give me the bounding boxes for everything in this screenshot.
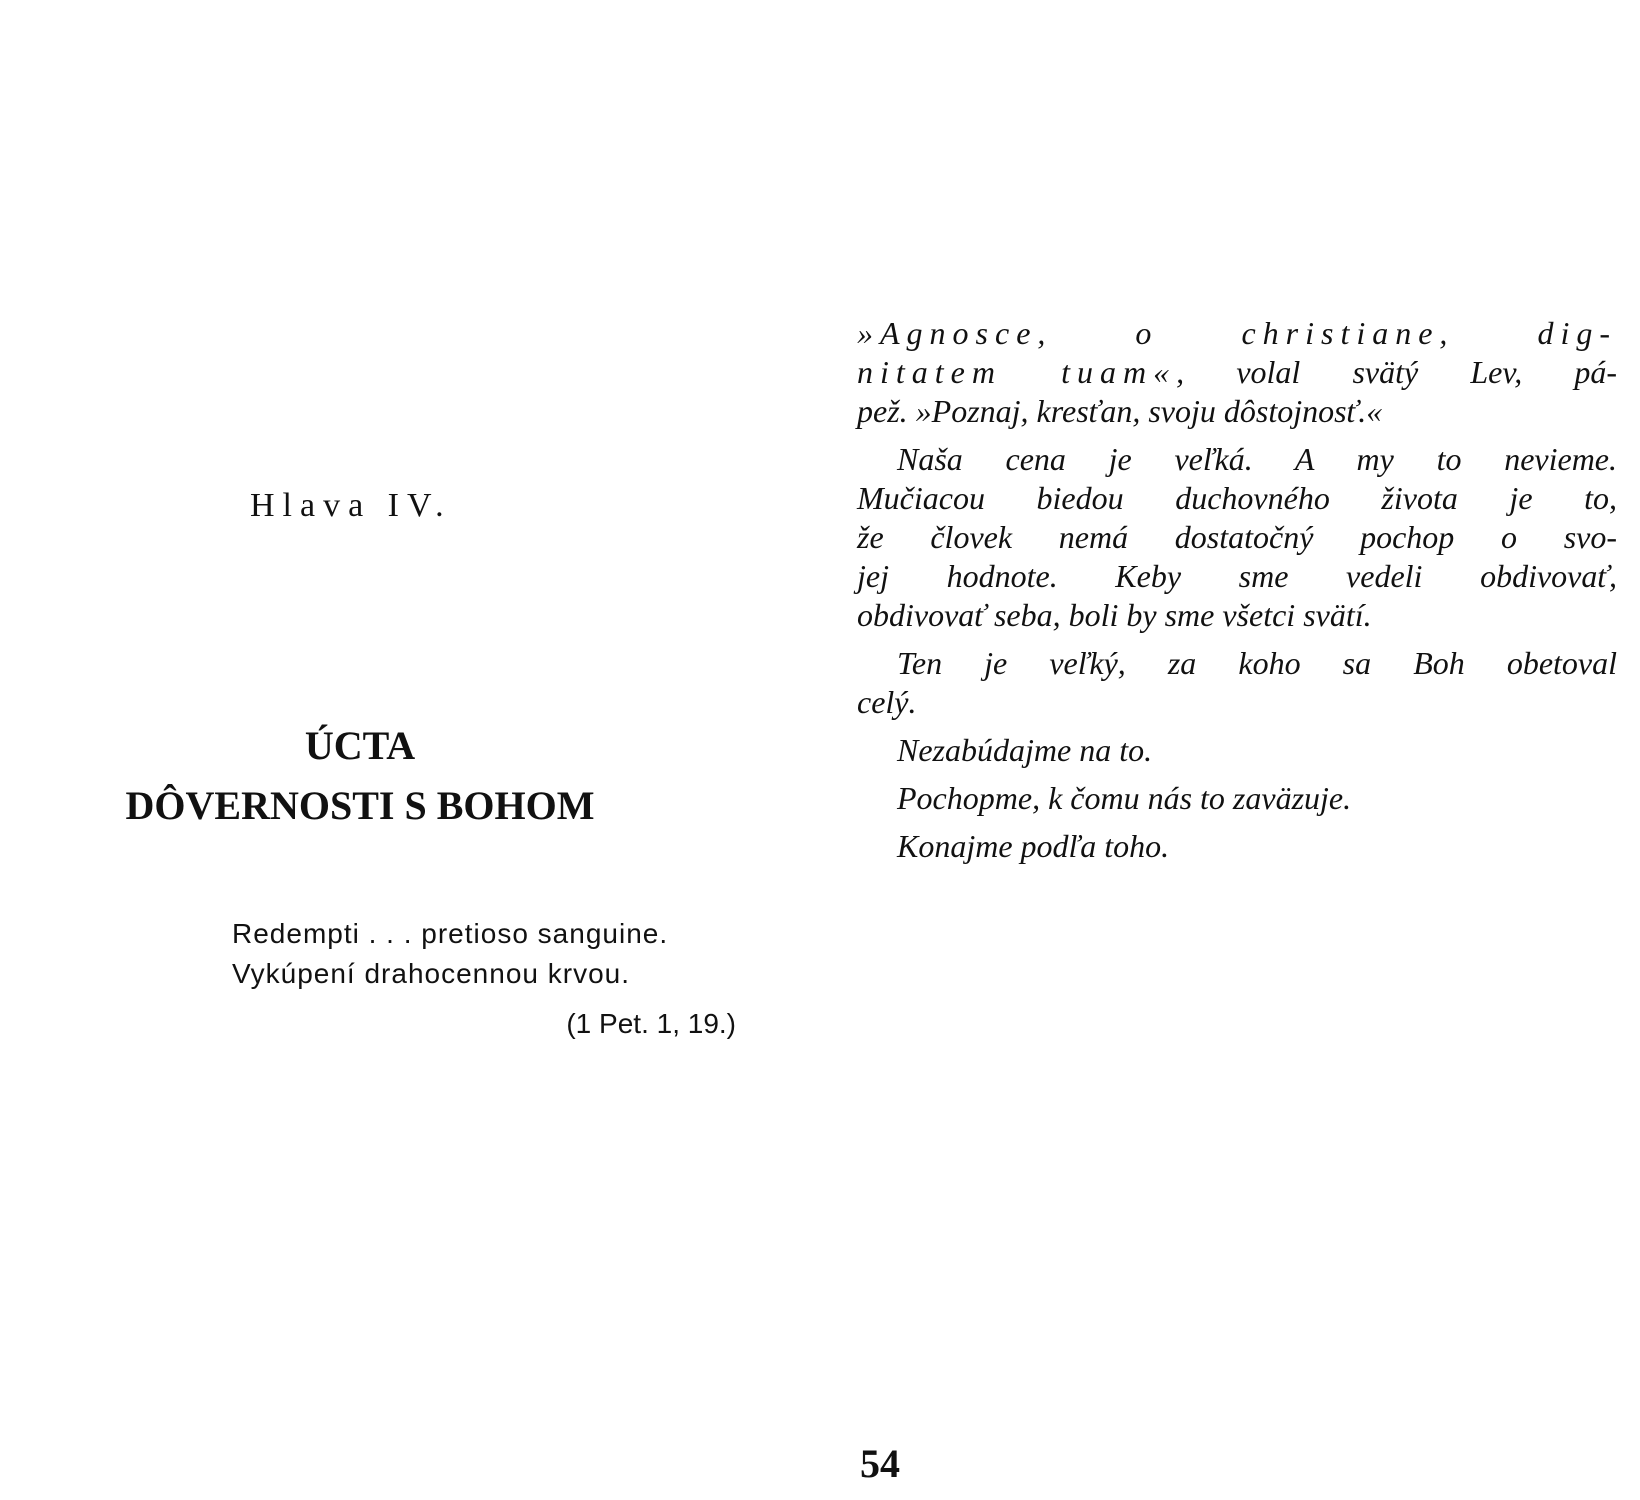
chapter-title <box>0 716 720 836</box>
paragraph-1-line-2-rest: , volal svätý Lev, pá- <box>1176 354 1618 390</box>
epigraph-translation: Vykúpení drahocennou krvou. <box>232 958 630 989</box>
paragraph-5 <box>857 779 1617 818</box>
paragraph-2-line-2: Mučiacou biedou duchovného života je to, <box>857 480 1617 516</box>
paragraph-6-line-1: Konajme podľa toho. <box>897 828 1170 864</box>
chapter-title-line-2: DÔVERNOSTI S BOHOM <box>125 783 595 828</box>
epigraph-reference: (1 Pet. 1, 19.) <box>566 1008 736 1039</box>
epigraph <box>232 914 742 1044</box>
left-page-column <box>0 0 800 1500</box>
paragraph-4-line-1: Nezabúdajme na to. <box>897 732 1153 768</box>
chapter-title-line-1: ÚCTA <box>304 723 416 768</box>
body-text <box>857 314 1617 875</box>
paragraph-3-line-2: celý. <box>857 684 917 720</box>
paragraph-3-line-1: Ten je veľký, za koho sa Boh obetoval <box>897 645 1617 681</box>
epigraph-latin: Redempti . . . pretioso sanguine. <box>232 918 669 949</box>
paragraph-2-line-5: obdivovať seba, boli by sme všetci svätí. <box>857 597 1372 633</box>
chapter-label: Hlava IV. <box>250 487 452 524</box>
latin-quote-end: nitatem tuam« <box>857 354 1177 390</box>
paragraph-6 <box>857 827 1617 866</box>
paragraph-2-line-1: Naša cena je veľká. A my to nevieme. <box>897 441 1617 477</box>
paragraph-1-line-1 <box>857 314 1617 353</box>
paragraph-2-line-3: že človek nemá dostatočný pochop o svo- <box>857 519 1617 555</box>
paragraph-1-line-3: pež. »Poznaj, kresťan, svoju dôstojnosť.« <box>857 393 1383 429</box>
latin-quote-start: »Agnosce, o christiane, dig- <box>857 315 1617 351</box>
paragraph-1-line-2 <box>857 353 1617 392</box>
paragraph-5-line-1: Pochopme, k čomu nás to zaväzuje. <box>897 780 1352 816</box>
paragraph-3 <box>857 644 1617 722</box>
paragraph-4 <box>857 731 1617 770</box>
paragraph-1 <box>857 314 1617 431</box>
paragraph-2-line-4: jej hodnote. Keby sme vedeli obdivovať, <box>857 558 1617 594</box>
paragraph-2 <box>857 440 1617 635</box>
page-number: 54 <box>860 1441 900 1486</box>
